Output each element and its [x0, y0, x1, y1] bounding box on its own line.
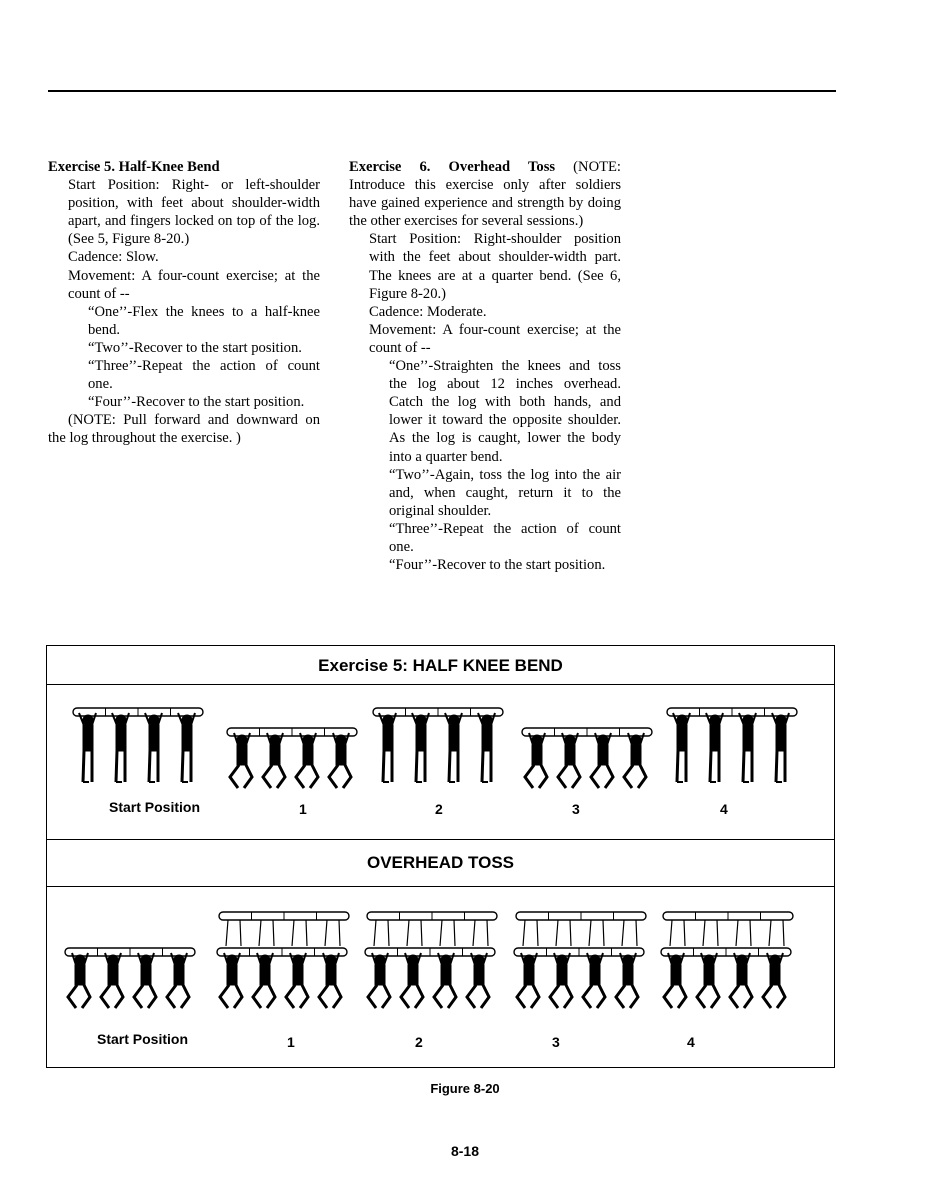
- raised-arm: [273, 920, 274, 946]
- soldier-leg: [263, 765, 272, 788]
- raised-arm: [226, 920, 228, 946]
- raised-arm: [523, 920, 525, 946]
- soldier-leg: [624, 765, 633, 788]
- exercise6-movement: Movement: A four-count exercise; at the count of --: [369, 321, 621, 356]
- soldier-leg: [710, 751, 711, 782]
- soldier-leg: [539, 765, 547, 788]
- soldier-leg: [448, 985, 456, 1008]
- soldier-leg: [148, 985, 156, 1008]
- header-rule: [48, 90, 836, 92]
- raised-arm: [603, 920, 604, 946]
- exercise6-heading-note: (NOTE: Introduce this exercise only after soldiers have gained experience and strength by doing the other exercises for several sessions.): [349, 159, 621, 230]
- soldier-leg: [368, 985, 377, 1008]
- soldier-torso: [116, 725, 126, 751]
- soldier-leg: [558, 765, 567, 788]
- exercise6-cadence: Cadence: Moderate.: [369, 303, 487, 320]
- raised-arm: [736, 920, 738, 946]
- soldier-leg: [677, 751, 678, 782]
- raised-arm: [636, 920, 637, 946]
- soldier-leg: [531, 985, 539, 1008]
- exercise5-count-4: “Four’’-Recover to the start position.: [88, 394, 305, 411]
- soldier-leg: [234, 985, 242, 1008]
- raised-arm: [407, 920, 409, 946]
- figure-8-20: [46, 645, 835, 1068]
- soldier-torso: [743, 725, 753, 751]
- soldier-leg: [333, 985, 341, 1008]
- soldier-leg: [101, 985, 110, 1008]
- raised-arm: [487, 920, 488, 946]
- p2-label-start: Start Position: [97, 1031, 189, 1047]
- soldier-leg: [605, 765, 613, 788]
- raised-arm: [684, 920, 685, 946]
- soldier-leg: [115, 985, 123, 1008]
- exercise5-cadence: Cadence: Slow.: [68, 249, 159, 266]
- soldier-torso: [83, 725, 93, 751]
- soldier-leg: [343, 765, 351, 788]
- raised-arm: [325, 920, 327, 946]
- raised-arm: [240, 920, 241, 946]
- soldier-leg: [230, 765, 239, 788]
- soldier-torso: [710, 725, 720, 751]
- exercise6-count-3: “Three’’-Repeat the action of count one.: [389, 520, 621, 555]
- p2-label-3: 3: [552, 1034, 560, 1050]
- soldier-leg: [329, 765, 338, 788]
- soldier-leg: [83, 751, 84, 782]
- soldier-leg: [181, 985, 189, 1008]
- soldier-leg: [319, 985, 328, 1008]
- p1-label-3: 3: [572, 801, 580, 817]
- raised-arm: [306, 920, 307, 946]
- raised-arm: [783, 920, 784, 946]
- soldier-leg: [678, 985, 686, 1008]
- exercise5-count-1: “One’’-Flex the knees to a half-knee bend.: [88, 303, 320, 338]
- figure-divider: [47, 886, 834, 887]
- soldier-leg: [630, 985, 638, 1008]
- soldier-leg: [300, 985, 308, 1008]
- soldier-leg: [277, 765, 285, 788]
- soldier-torso: [776, 725, 786, 751]
- p1-label-4: 4: [720, 801, 728, 817]
- figure-caption: Figure 8-20: [430, 1081, 500, 1096]
- soldier-torso: [383, 725, 393, 751]
- raised-arm: [440, 920, 442, 946]
- exercise6-heading: Exercise 6. Overhead Toss: [349, 159, 556, 175]
- soldier-leg: [416, 751, 417, 782]
- soldier-leg: [383, 751, 384, 782]
- soldier-leg: [583, 985, 592, 1008]
- soldier-leg: [763, 985, 772, 1008]
- soldier-leg: [167, 985, 176, 1008]
- soldier-leg: [525, 765, 534, 788]
- raised-arm: [454, 920, 455, 946]
- soldier-leg: [415, 985, 423, 1008]
- raised-arm: [717, 920, 718, 946]
- raised-arm: [259, 920, 261, 946]
- soldier-torso: [416, 725, 426, 751]
- raised-arm: [473, 920, 475, 946]
- exercise5-column: [48, 158, 320, 448]
- soldier-leg: [730, 985, 739, 1008]
- soldier-leg: [597, 985, 605, 1008]
- soldier-leg: [481, 985, 489, 1008]
- soldier-leg: [286, 985, 295, 1008]
- exercise5-count-3: “Three’’-Repeat the action of count one.: [88, 358, 320, 393]
- soldier-leg: [638, 765, 646, 788]
- soldier-leg: [382, 985, 390, 1008]
- soldier-leg: [664, 985, 673, 1008]
- soldier-leg: [744, 985, 752, 1008]
- soldier-leg: [550, 985, 559, 1008]
- page-number: 8-18: [450, 1143, 480, 1159]
- raised-arm: [537, 920, 538, 946]
- soldier-leg: [253, 985, 262, 1008]
- soldier-leg: [591, 765, 600, 788]
- raised-arm: [622, 920, 624, 946]
- raised-arm: [670, 920, 672, 946]
- exercise6-count-1: “One’’-Straighten the knees and toss the log about 12 inches overhead. Catch the log with both hands, and lower it toward the opposite shoulder. As the log is caught, lower the body into a quarter bend.: [389, 358, 621, 465]
- soldier-leg: [434, 985, 443, 1008]
- raised-arm: [769, 920, 771, 946]
- soldier-leg: [134, 985, 143, 1008]
- soldier-leg: [267, 985, 275, 1008]
- soldier-leg: [572, 765, 580, 788]
- exercise6-column: [349, 158, 621, 574]
- exercise5-count-2: “Two’’-Recover to the start position.: [88, 339, 302, 356]
- soldier-leg: [149, 751, 150, 782]
- soldier-leg: [449, 751, 450, 782]
- raised-arm: [589, 920, 591, 946]
- raised-arm: [570, 920, 571, 946]
- p1-label-start: Start Position: [109, 799, 201, 815]
- soldier-leg: [244, 765, 252, 788]
- overhead-toss-title: OVERHEAD TOSS: [366, 853, 515, 872]
- soldier-torso: [677, 725, 687, 751]
- soldier-leg: [517, 985, 526, 1008]
- raised-arm: [703, 920, 705, 946]
- soldier-leg: [697, 985, 706, 1008]
- p2-label-4: 4: [687, 1034, 695, 1050]
- exercise6-count-4: “Four’’-Recover to the start position.: [389, 557, 606, 574]
- figure-divider: [47, 839, 834, 840]
- exercise6-start: Start Position: Right-shoulder position with the feet about shoulder-width part. The knees are at a quarter bend. (See 6, Figure 8-20.): [369, 231, 621, 302]
- half-knee-bend-title: Exercise 5: HALF KNEE BEND: [318, 656, 563, 675]
- soldier-leg: [116, 751, 117, 782]
- p1-label-2: 2: [435, 801, 443, 817]
- raised-arm: [421, 920, 422, 946]
- p2-label-2: 2: [415, 1034, 423, 1050]
- soldier-leg: [711, 985, 719, 1008]
- soldier-torso: [182, 725, 192, 751]
- soldier-leg: [220, 985, 229, 1008]
- raised-arm: [374, 920, 376, 946]
- soldier-leg: [482, 751, 483, 782]
- soldier-leg: [467, 985, 476, 1008]
- soldier-leg: [743, 751, 744, 782]
- soldier-torso: [449, 725, 459, 751]
- soldier-leg: [564, 985, 572, 1008]
- soldier-leg: [776, 751, 777, 782]
- soldier-leg: [68, 985, 77, 1008]
- raised-arm: [750, 920, 751, 946]
- soldier-leg: [616, 985, 625, 1008]
- raised-arm: [388, 920, 389, 946]
- p2-label-1: 1: [287, 1034, 295, 1050]
- exercise6-intro: [349, 158, 621, 230]
- p1-label-1: 1: [299, 801, 307, 817]
- exercise5-start: Start Position: Right- or left-shoulder position, with feet about shoulder-width apart, and fingers locked on top of the log. (See 5, Figure 8-20.): [68, 177, 320, 248]
- soldier-torso: [482, 725, 492, 751]
- raised-arm: [339, 920, 340, 946]
- soldier-leg: [310, 765, 318, 788]
- exercise5-note: (NOTE: Pull forward and downward on the log throughout the exercise. ): [48, 412, 320, 447]
- exercise5-movement: Movement: A four-count exercise; at the count of --: [68, 267, 320, 302]
- raised-arm: [556, 920, 558, 946]
- soldier-leg: [401, 985, 410, 1008]
- soldier-leg: [182, 751, 183, 782]
- exercise5-heading: Exercise 5. Half-Knee Bend: [48, 159, 220, 175]
- raised-arm: [292, 920, 294, 946]
- exercise6-count-2: “Two’’-Again, toss the log into the air and, when caught, return it to the original shoulder.: [389, 466, 621, 519]
- soldier-leg: [777, 985, 785, 1008]
- soldier-torso: [149, 725, 159, 751]
- soldier-leg: [296, 765, 305, 788]
- soldier-leg: [82, 985, 90, 1008]
